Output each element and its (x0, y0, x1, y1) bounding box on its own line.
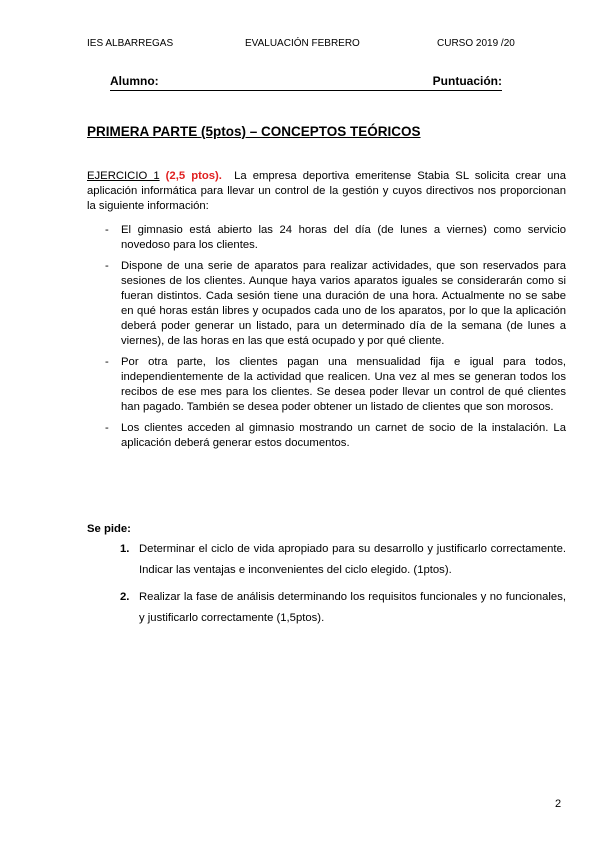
exercise-points: (2,5 ptos). (165, 170, 222, 182)
task-number: 2. (120, 591, 130, 603)
list-item (105, 421, 566, 451)
header-school: IES ALBARREGAS (87, 38, 174, 49)
bullet-marker: - (105, 224, 109, 236)
exercise-label: EJERCICIO 1 (87, 170, 160, 182)
bullet-marker: - (105, 260, 109, 272)
list-item (105, 223, 566, 253)
section-title: PRIMERA PARTE (5ptos) – CONCEPTOS TEÓRICOS (87, 124, 421, 139)
header-evaluation: EVALUACIÓN FEBRERO (245, 38, 360, 49)
list-item-text: Los clientes acceden al gimnasio mostrando un carnet de socio de la instalación. La aplicación deberá generar estos documentos. (121, 422, 566, 449)
list-item-text: Por otra parte, los clientes pagan una mensualidad fija e igual para todos, independientemente de la actividad que realicen. Una vez al mes se generan todos los recibos de ese mes para los clientes. Se desea poder llevar un control de qué clientes han pagado. También se desea poder obtener un listado de clientes que son morosos. (121, 356, 566, 413)
bullet-marker: - (105, 356, 109, 368)
alumno-label: Alumno: (110, 74, 159, 88)
list-item-text: Dispone de una serie de aparatos para realizar actividades, que son reservados para sesiones de los clientes. Aunque haya varios aparatos iguales se considerarán como si fueran distintos. Cada sesión tiene una duración de una hora. Actualmente no se sabe en qué horas están libres y ocupados cada uno de los aparatos, por lo que la aplicación deberá poder generar un listado, para un determinado día de la semana (de lunes a viernes), de las horas en las que está ocupado y por qué cliente. (121, 260, 566, 347)
page-number: 2 (555, 798, 562, 810)
exercise-intro (87, 169, 566, 214)
se-pide-label: Se pide: (87, 523, 131, 535)
list-item (105, 259, 566, 349)
header-course: CURSO 2019 /20 (437, 38, 515, 49)
task-item (120, 539, 566, 581)
task-text: Realizar la fase de análisis determinando los requisitos funcionales y no funcionales, y justificarlo correctamente (1,5ptos). (139, 591, 566, 624)
task-text: Determinar el ciclo de vida apropiado para su desarrollo y justificarlo correctamente. Indicar las ventajas e inconvenientes del ciclo elegido. (1ptos). (139, 543, 566, 576)
puntuacion-label: Puntuación: (432, 74, 502, 88)
task-list (120, 539, 566, 635)
exercise-intro-text: La empresa deportiva emeritense Stabia SL solicita crear una aplicación informática para llevar un control de la gestión y cuyos directivos nos proporcionan la siguiente información: (87, 170, 566, 212)
student-line (110, 74, 502, 91)
requirements-list (105, 223, 566, 457)
bullet-marker: - (105, 422, 109, 434)
page-header (0, 38, 600, 52)
task-number: 1. (120, 543, 130, 555)
list-item (105, 355, 566, 415)
list-item-text: El gimnasio está abierto las 24 horas del día (de lunes a viernes) como servicio novedoso para los clientes. (121, 224, 566, 251)
task-item (120, 587, 566, 629)
